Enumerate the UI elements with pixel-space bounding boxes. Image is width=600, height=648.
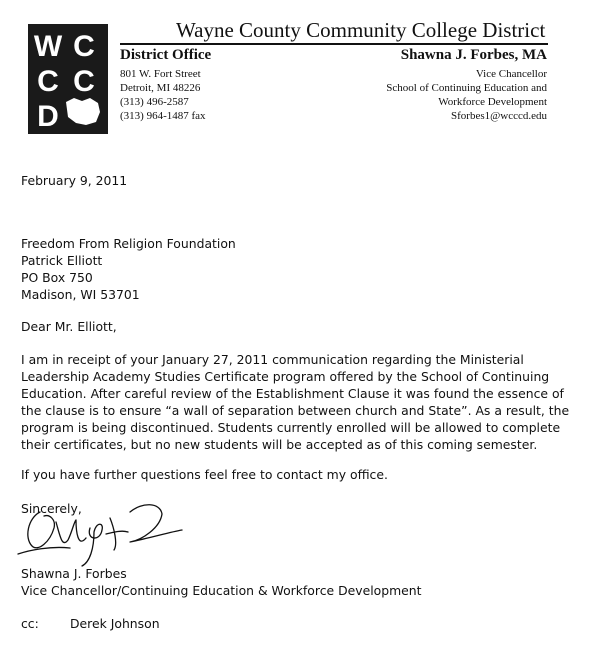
letter-date: February 9, 2011 [21, 173, 128, 188]
body-line: I am in receipt of your January 27, 2011 communication regarding the Ministerial [21, 352, 524, 367]
salutation: Dear Mr. Elliott, [21, 319, 117, 334]
office-phone: (313) 496-2587 [120, 96, 189, 108]
body-line: program is being discontinued. Students currently enrolled will be allowed to complete [21, 420, 561, 435]
office-fax: (313) 964-1487 fax [120, 110, 206, 122]
body-line: their certificates, but no new students will be accepted as of this coming semester. [21, 437, 538, 452]
office-street: 801 W. Fort Street [120, 68, 201, 80]
logo-letter-c1: C [73, 30, 95, 63]
logo-letter-c2: C [37, 65, 59, 98]
recipient-line: PO Box 750 [21, 270, 93, 285]
recipient-line: Madison, WI 53701 [21, 287, 140, 302]
body-line: Education. After careful review of the Establishment Clause it was found the essence of [21, 386, 564, 401]
header-rule [120, 43, 548, 45]
logo-letter-c3: C [73, 65, 95, 98]
sender-title-line: Workforce Development [438, 96, 547, 108]
logo-letter-d: D [37, 100, 59, 133]
sender-email: Sforbes1@wcccd.edu [451, 110, 547, 122]
recipient-line: Patrick Elliott [21, 253, 103, 268]
body-paragraph [21, 351, 587, 453]
closing: Sincerely, [21, 501, 82, 516]
body-line: the clause is to ensure “a wall of separation between church and State”. As a result, the [21, 403, 570, 418]
sender-title-line: Vice Chancellor [475, 68, 547, 80]
signer-title: Vice Chancellor/Continuing Education & Workforce Development [21, 583, 422, 598]
closing-paragraph: If you have further questions feel free to contact my office. [21, 467, 388, 482]
recipient-line: Freedom From Religion Foundation [21, 236, 236, 251]
cc-label: cc: [21, 616, 39, 631]
sender-name: Shawna J. Forbes, MA [400, 47, 547, 63]
body-line: Leadership Academy Studies Certificate program offered by the School of Continuing [21, 369, 550, 384]
cc-name: Derek Johnson [70, 616, 160, 631]
district-office-title: District Office [120, 47, 212, 63]
signer-name: Shawna J. Forbes [21, 566, 127, 581]
logo-letter-w: W [33, 30, 63, 63]
office-city: Detroit, MI 48226 [120, 82, 201, 94]
handwritten-signature [10, 492, 190, 572]
wcccd-logo [28, 24, 108, 134]
college-name: Wayne County Community College District [176, 18, 546, 42]
sender-title-line: School of Continuing Education and [386, 82, 547, 94]
